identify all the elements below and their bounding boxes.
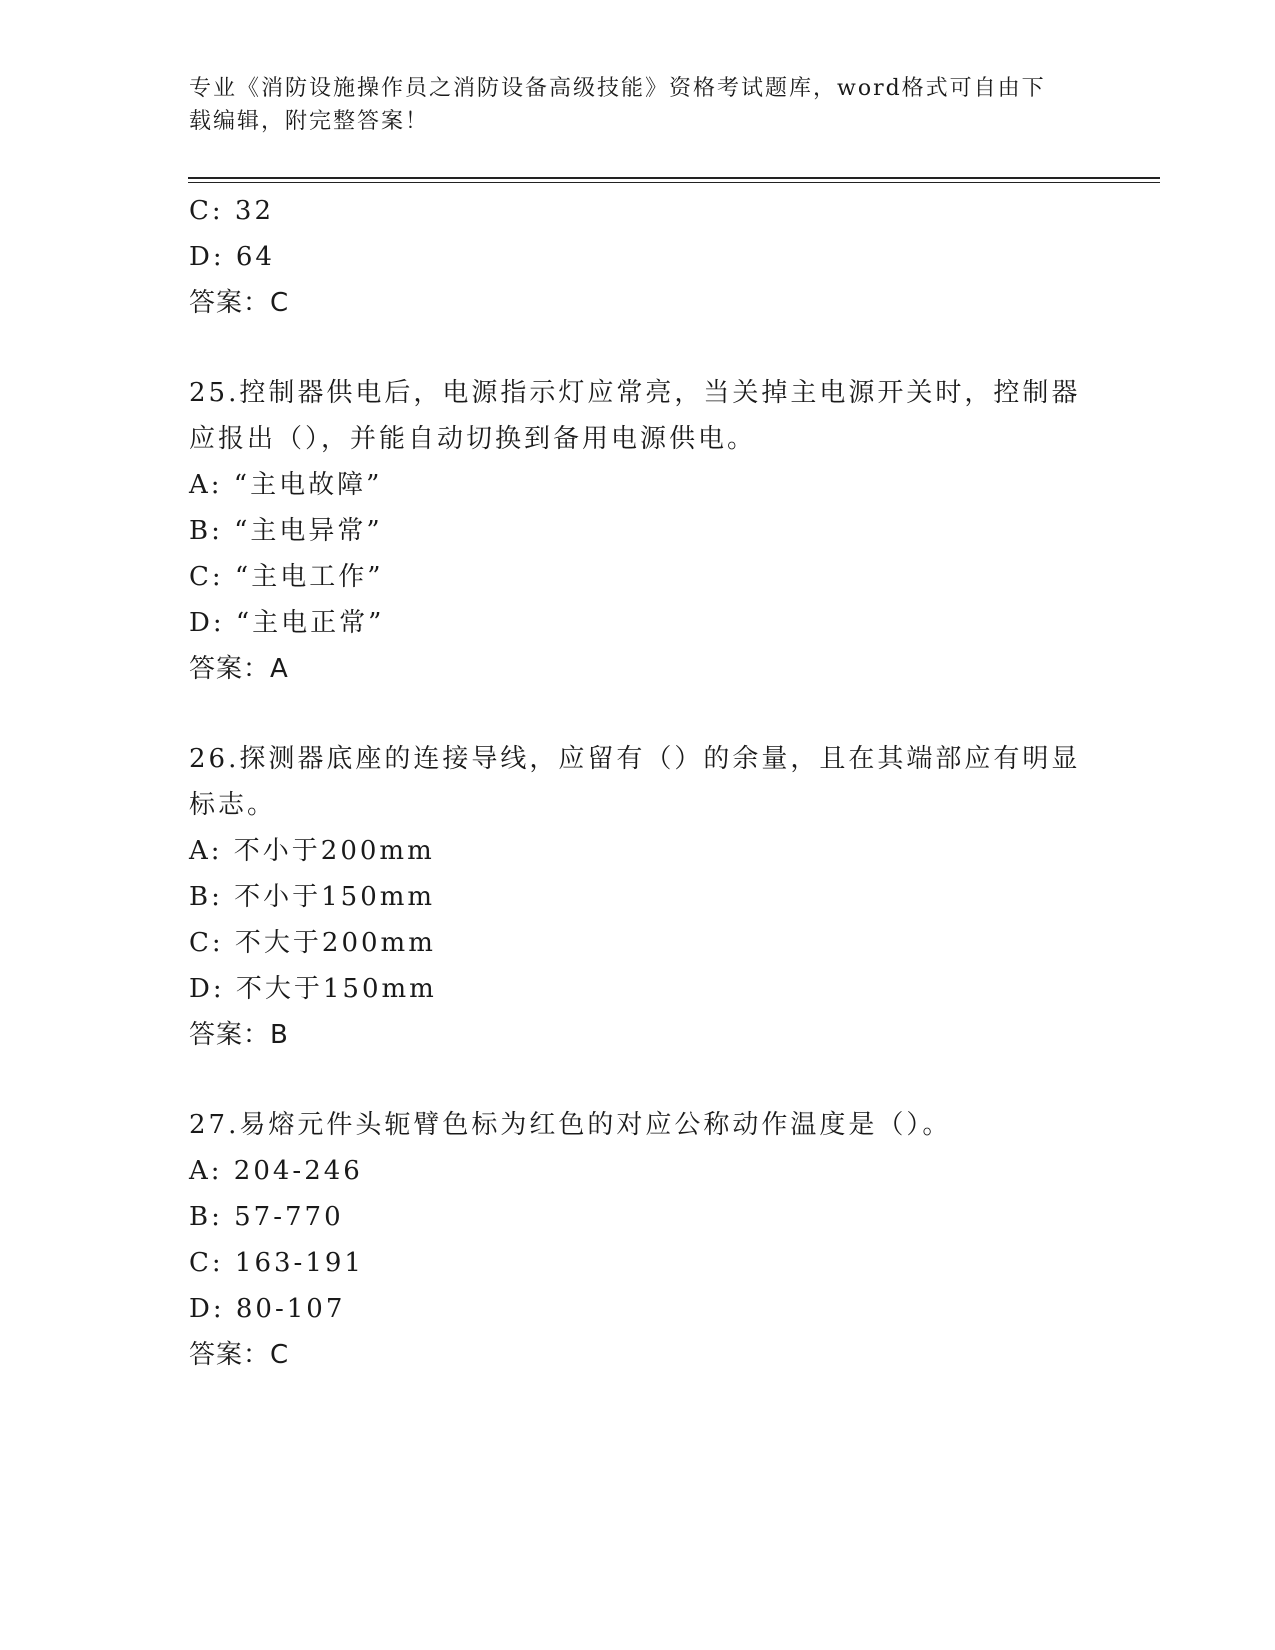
option-b: B: 57-770 [189,1202,344,1232]
option-d: D: 不大于150mm [189,974,437,1004]
option-b: B: 不小于150mm [189,882,436,912]
option-c: C: 不大于200mm [189,928,436,958]
header-line-1: 专业《消防设施操作员之消防设备高级技能》资格考试题库，word格式可自由下 [189,76,1046,101]
header-rule-thick [188,177,1160,179]
option-a: A: “主电故障” [189,470,383,500]
question-stem-line-2: 应报出（），并能自动切换到备用电源供电。 [189,424,757,454]
document-header [189,72,1069,138]
question-stem-line-2: 标志。 [189,790,277,820]
option-d: D: 64 [189,242,275,272]
option-a: A: 不小于200mm [189,836,435,866]
question-25 [189,370,1089,692]
option-c: C: “主电工作” [189,562,384,592]
answer-line: 答案：B [189,1020,289,1050]
question-stem [189,736,1089,828]
answer-line: 答案：A [189,654,289,684]
question-stem-line-1: 26.探测器底座的连接导线，应留有（）的余量，且在其端部应有明显 [189,744,1081,774]
answer-line: 答案：C [189,1340,290,1370]
question-stem [189,1102,1089,1148]
question-26 [189,736,1089,1058]
question-27 [189,1102,1089,1378]
header-rule-thin [188,182,1160,183]
option-d: D: “主电正常” [189,608,385,638]
option-d: D: 80-107 [189,1294,346,1324]
option-c: C: 32 [189,196,275,226]
answer-line: 答案：C [189,288,290,318]
question-stem-line-1: 25.控制器供电后，电源指示灯应常亮，当关掉主电源开关时，控制器 [189,378,1081,408]
option-b: B: “主电异常” [189,516,383,546]
question-list [189,188,1089,1378]
prev-question-tail [189,188,1089,326]
question-stem-line-1: 27.易熔元件头轭臂色标为红色的对应公称动作温度是（）。 [189,1110,952,1140]
option-c: C: 163-191 [189,1248,364,1278]
option-a: A: 204-246 [189,1156,363,1186]
header-line-2: 载编辑，附完整答案！ [189,109,430,134]
question-stem [189,370,1089,462]
